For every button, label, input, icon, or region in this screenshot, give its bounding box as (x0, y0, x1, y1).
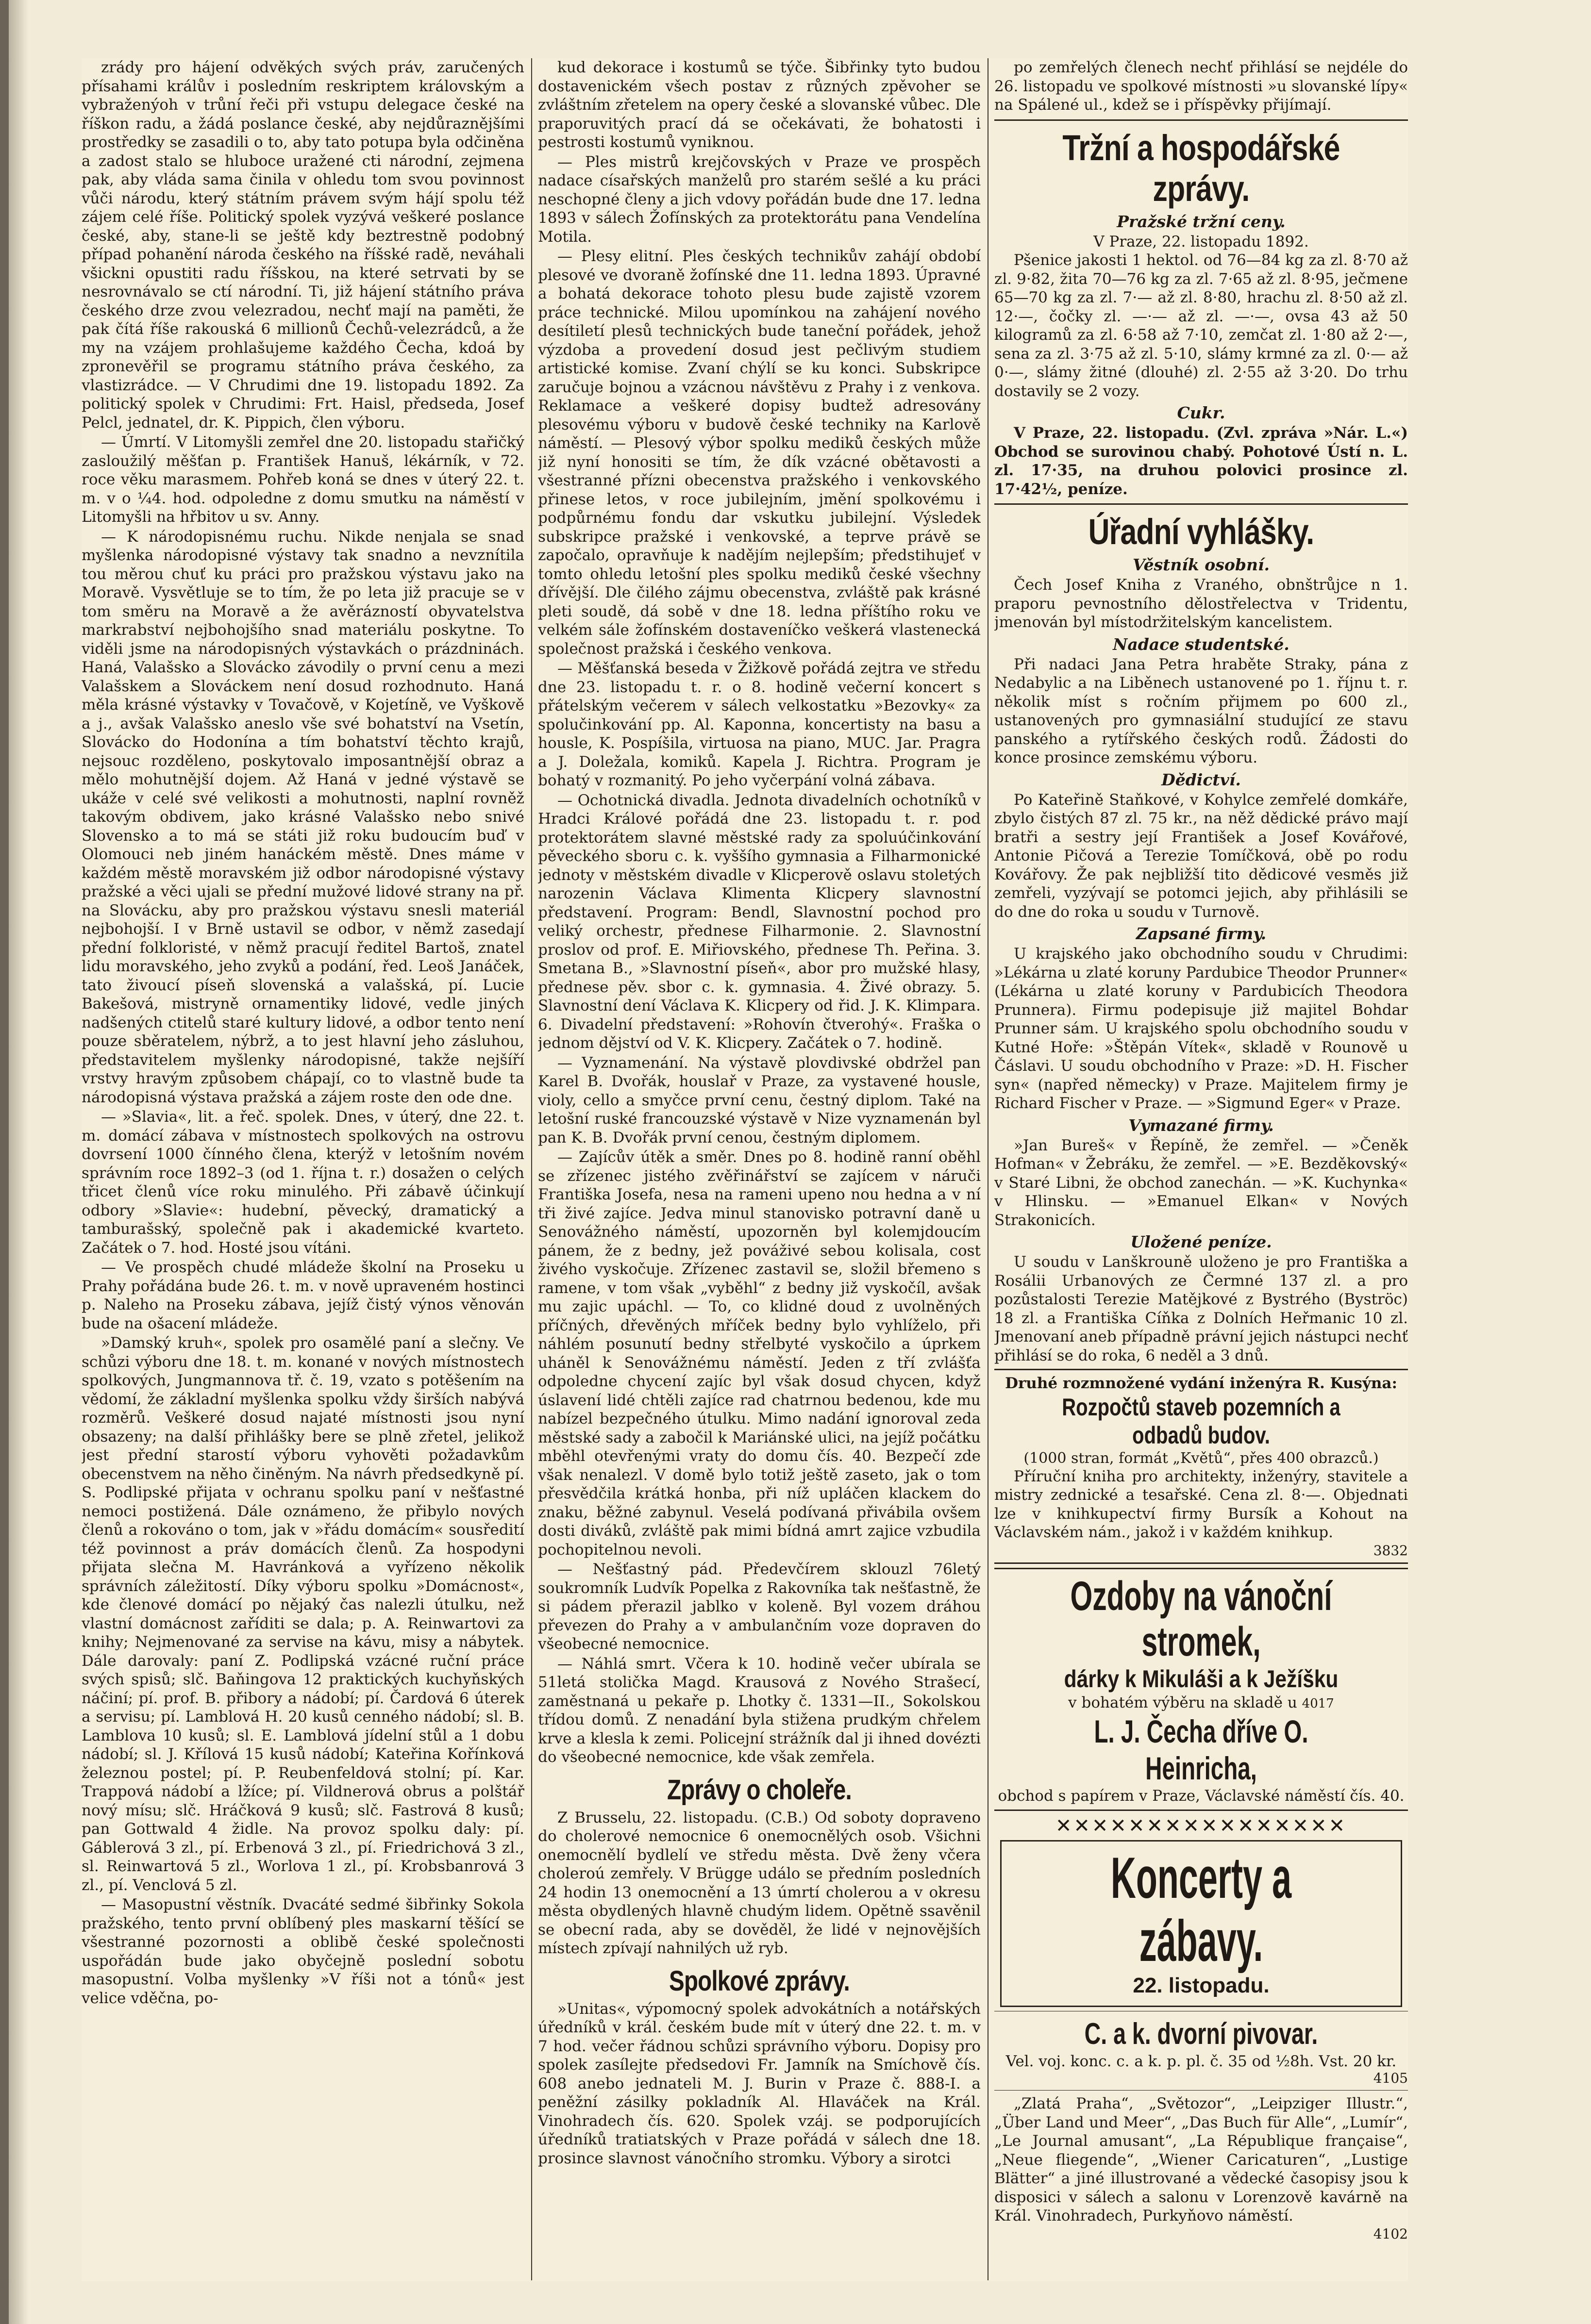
article-mestanska-beseda: — Měšťanská beseda v Žižkově pořádá zejtra ve středu dne 23. listopadu t. r. o 8. hodině večerní koncert s přátelským večerem v sálech velkostatku »Bezovky« za spolučinkování pp. Al. Kaponna, koncertisty na basu a housle, K. Pospíšila, virtuosa na piano, MUC. Jar. Pragra a J. Doležala, komiků. Kapela J. Richtra. Program je bohatý v rozmanitý. Po jeho vyčerpání volná zábava. (538, 660, 981, 789)
article-cholera: Z Brusselu, 22. listopadu. (C.B.) Od soboty dopraveno do cholerové nemocnice 6 onemocnělých osob. Všichni onemocnělí bydlelí ve středu města. Dvě ženy včera choleroú zemřely. V Brügge událo se předním posledních 24 hodin 13 onemocnění a 13 úmrtí cholerou a v okresu města obydlených hlavně chudým lidem. Opětně ssavěnil se obecní rada, aby se dověděl, že lidé v nejnovějších místech zpívají nahnilých už ryb. (538, 1809, 981, 1957)
advert-date: 22. listopadu. (1133, 1973, 1270, 1997)
article-nadace: Při nadaci Jana Petra hraběte Straky, pána z Nedabylic a na Liběnech ustanovené po 1. říjnu t. r. několik míst s ročním přijmem po 600 zl., ustanovených pro gymnasiální studující ze stavu panského a rytířského českých rodů. Žádosti do konce prosince zemskému výboru. (994, 655, 1408, 766)
section-title-trzni: Tržní a hospodářské zprávy. (1062, 127, 1340, 209)
article-plesy-elitni: — Plesy elitní. Ples českých technikův zahájí období plesové ve dvoraně žofínské dne 11. ledna 1893. Úpravné a bohatá dekorace tohoto plesu bude zajistě vzorem práce technické. Milou upomínkou na zahájení nového desítiletí plesů technických bude taneční pořádek, jehož výzdoba a provedení dosud jest pečlivým studiem artistické komise. Zvaní chýlí se ku konci. Subskripce zaručuje bojnou a vzácnou návštěvu z Prahy i z venkova. Reklamace a veškeré dopisy budtež adresovány plesovému výboru v budově české techniky na Karlově náměstí. — Plesový výbor spolku mediků českých může již nyní honositi se tím, že dík vzácné obětavosti a všestranné přízni obecenstva pražského i venkovského přinese letos, v roce jubilejním, jmění spolkovému i podpůrnému fondu dar vskutku jubilejní. Výsledek subskripce pražské i venkovské, a teprve právě se započalo, opravňuje k nadějím nejlepším; předstihujeť v tomto ohledu letošní ples spolku mediků české všechny dřívější. Dle čilého zájmu obecenstva, zvláště pak krásné pleti soudě, dá sobě v dne 18. ledna příštího roku ve velkém sále žofínském dostaveníčko veškerá vlastenecká společnost pražská i českého venkova. (538, 248, 981, 658)
advert-line (994, 1693, 1408, 1713)
column-2 (538, 58, 981, 2279)
article-umrti: — Úmrtí. V Litomyšli zemřel dne 20. listopadu stařičký zasloužilý měšťan p. František Hanuš, lékárník, v 72. roce věku marasmem. Pohřeb koná se dnes v úterý 22. t. m. v o ¼4. hod. odpoledne z domu smutku na náměstí v Litomyšli na hřbitov u sv. Anny. (82, 433, 524, 526)
page-edge (0, 0, 9, 2324)
advert-note: (1000 stran, formát „Květů“, přes 400 obrazců.) (1023, 1449, 1379, 1467)
article-zajicuv-utek: — Zajícův útěk a směr. Dnes po 8. hodině ranní oběhl se zřízenec jistého zvěřinářství se zajícem v náruči Františka Josefa, nesa na rameni upeno nou hedna a v ní tři živé zajíce. Jedva minul stanovisko potravní daně u Senovážného náměstí, upozorněn byl kolemjdoucím pánem, že z bedny, jež pováživé sebou kolisala, cost živého vyskočuje. Zřízenec zastavil se, složil břemeno s ramene, v tom však „vyběhl“ z bedny již vyskočíl, avšak mu zajic upáchl. — To, co klidné doud z uvolněných příčných, dřevěných mříček bedny bylo vyhlíželo, při náhlém posunutí bedny střelbyté vyskočilo a úprkem uháněl k Senovážnému náměstí. Jeden z tří zvlášťa odpoledne chycení zajíc byl však dosud chycen, když úslavení lidé chtěli zajíce rad chatrnou bedenou, kde mu nabízel bezpečného útulku. Mimo nadání ignoroval zeda městské sady a zabočil k Mariánské ulici, na jejíž počátku mběhl otevřenými vraty do domu čís. 40. Bezpečí zde však nenalezl. V domě bylo totiž ještě zaseto, jak o tom přesvědčila krátká honba, při níž upláčen klackem do znaku, běžné zabynul. Veselá podívaná přivábila ovšem dosti diváků, zvláště pak mimi bídná amrt zajice vzbudila pochopitelnou nevoli. (538, 1148, 981, 1559)
dateline: V Praze, 22. listopadu 1892. (1093, 232, 1309, 250)
advert-intro: Druhé rozmnožené vydání inženýra R. Kusýna: (1005, 1375, 1397, 1392)
advert-number: 4017 (1302, 1696, 1334, 1711)
article-narodopisny-ruch: — K národopisnému ruchu. Nikde nenjala se snad myšlenka národopisné výstavy tak snadno a nevznítila tou měrou chuť ku práci pro pražskou výstavu jako na Moravě. Vysvětluje se to tím, že po leta již pracuje se v tom směru na Moravě a že avěrázností obyvatelstva markrabství nejbohojšího snad materiálu poskytne. To viděli jsme na národopisných výstavkách o prázdninách. Haná, Valašsko a Slovácko závodily o první cenu a mezi Valašskem a Slováckem není dosud rozhodnuto. Haná měla krásné výstavky v Tovačově, v Kojetíně, ve Vyškově a j., avšak Valašsko aneslo vše své bohatství na Vsetín, Slovácko do Hodonína a tím bohatství těchto krajů, nejsouc rozděleno, poskytovalo imposantnější obraz a mělo mohutnější dojem. Až Haná v jedné výstavě se ukáže v celé své velikosti a mohutnosti, naplní rovněž takovým obdivem, jako krásné Valašsko nebo snivé Slovensko a to má se státi již roku budoucím buď v Olomouci neb jiném hanáckém městě. Dnes máme v každém městě moravském již odbor národopisné výstavy pražské a věci ujali se přední mužové lidové strany na př. na Slovácku, aby pro pražskou výstavu snesli materiál nejbohojší. I v Brně ustavil se odbor, v němž zasedají přední folkloristé, v němž pracují ředitel Bartoš, znatel lidu moravského, jeho zvyků a podání, řed. Leoš Janáček, tato živoucí píseň slovenská a valašská, pí. Lucie Bakešová, mistryně ornamentiky lidové, vedle jiných nadšených ctitelů staré kultury lidové, a odbor tento není pouze sběratelem, nýbrž, a to jest hlavní jeho zásluhou, představitelem myšlenky národopisné, takže nejšíří vrstvy hravým způsobem chápají, co to vlastně bude ta národopisná výstava pražská a zájem roste den ode dne. (82, 528, 524, 1106)
subtitle-vymazane-firmy: Vymazané firmy. (1128, 1115, 1274, 1135)
subtitle-zapsane-firmy: Zapsané firmy. (1136, 924, 1267, 943)
section-title-uredni: Úřadní vyhlášky. (1088, 512, 1314, 552)
advert-pivovar: C. a k. dvorní pivovar. (1084, 2017, 1318, 2051)
article-vymazane-firmy: »Jan Bureš« v Řepíně, že zemřel. — »Čeněk Hofman« v Žebráku, že zemřel. — »E. Bezděkovský« v Staré Libni, že obchod zanechán. — »K. Kuchynka« v Hlinsku. — »Emanuel Elkan« v Nových Strakonicích. (994, 1136, 1408, 1229)
section-title-spolkove: Spolkové zprávy. (669, 1965, 850, 1997)
article-politicky-spolek: zrády pro hájení odvěkých svých práv, zaručených přísahami králův i posledním reskriptem královským a vybraženýoh v trůní řeči při vstupu delegace české na říškon radu, a žádá poslance české, aby nejdůraznějšími prostředky se zasadili o to, aby tato potupa byla odčiněna a zadost stalo se hluboce uražené cti národní, zejmena pak, aby vláda sama činila v ohledu tom svou povinnost vůči národu, který státním právem svým hájí spolu též zájem celé říše. Politický spolek vyzývá veškeré poslance české, aby, stane-li se ještě kdy beztrestně podobný případ pohanění národa českého na říšské radě, neváhali všickni opustiti radu říšskou, na které setrvati by se nesrovnávalo se ctí národní. Ti, již hájení státního práva českého drze zvou velezradou, nechť mají na paměti, že pak čítá říše rakouská 6 millionů Čechů-velezrádců, a že my na vzájem prohlašujeme každého Čecha, kdoá by zpronevěřil se programu státního práva českého, za vlastizrádce. — V Chrudimi dne 19. listopadu 1892. Za politický spolek v Chrudimi: Frt. Haisl, předseda, Josef Pelcl, jednatel, dr. K. Pippich, člen výboru. (82, 59, 524, 432)
article-sibrinky: kud dekorace i kostumů se týče. Šibřinky tyto budou dostavenickém všech postav z různých zpěvoher se zvláštním zřetelem na opery české a slovanské vůbec. Dle praporuvitých prací dá se očekávati, že bohatosti i pestrosti kostumů vyniknou. (538, 59, 981, 151)
subtitle-cukr: Cukr. (1177, 403, 1225, 422)
article-nahla-smrt: — Náhlá smrt. Včera k 10. hodině večer ubírala se 51letá stolička Magd. Krausová z Nového Strašecí, zaměstnaná u pekaře p. Lhotky č. 1331—II., Sokolskou třídou domů. Z nenadání byla stižena prudkým chřelem krve a klesla k zemi. Policejní strážník dal ji ihned dovézti do všeobecné nemocnice, kde však zemřela. (538, 1655, 981, 1766)
advert-rozpocty (994, 1369, 1408, 1564)
newspaper-page (82, 58, 1408, 2281)
subtitle-vestnik: Věstník osobní. (1133, 555, 1270, 574)
article-trzni-ceny: Pšenice jakosti 1 hektol. od 76—84 kg za zl. 8·70 až zl. 9·82, žita 70—76 kg za zl. 7·65 až zl. 8·95, ječmene 65—70 kg za zl. 7·— až zl. 8·80, hrachu zl. 8·50 až zl. 12·—, čočky zl. —·— až zl. —·—, ovsa 43 až 50 kilogramů za zl. 6·58 až 7·10, zemčat zl. 1·80 až 2·—, sena za zl. 3·75 až zl. 5·10, slámy krmné za zl. 0·— až 0·—, slámy žitné (dlouhé) zl. 2·55 až 3·20. Do trhu dostavily se 2 vozy. (994, 251, 1408, 400)
advert-line-text: v bohatém výběru na skladě u (1068, 1693, 1297, 1711)
article-continuation: po zemřelých členech nechť přihlásí se nejdéle do 26. listopadu ve spolkové místnosti »u slovanské lípy« na Spálené ul., kdež se i příspěvky přijímají. (994, 59, 1408, 114)
divider (994, 2090, 1408, 2091)
article-cukr: V Praze, 22. listopadu. (Zvl. zpráva »Nár. L.«) Obchod se surovinou chabý. Pohotové Ústí n. L. zl. 17·35, na druhou polovici prosince zl. 17·42½, peníze. (994, 424, 1408, 498)
article-damsky-kruh: »Damský kruh«, spolek pro osamělé paní a slečny. Ve schůzi výboru dne 18. t. m. konané v nových místnostech spolkových, Jungmannova tř. č. 19, vzato s potěšením na vědomí, že základní myšlenka spolku vždy širších nabývá rozměrů. Veškeré dosud najaté místnosti jsou nyní obsazeny; na další přihlášky bere se plně zřetel, jelikož jest přední starostí výboru vyhověti požadavkům obecenstvem na něho činěným. Na návrh předsedkyně pí. S. Podlipské přijata v ochranu spolku paní v nešťastné nemoci postižená. Dále oznámeno, že přibylo nových členů a rokováno o tom, jak v »řádu domácím« sousředití též povinnost a práv domácích členů. Za hospodyni přijata slečna M. Havránková a vyřízeno několik správních záležitostí. Díky výboru spolku »Domácnost«, kde členové domácí po nějaký čas nalezli útulku, než vlastní domácnost zaříditi se dala; p. A. Reinwartovi za knihy; Nejmenované za servise na kávu, misy a nábytek. Dále darovaly: paní Z. Podlipská vzácné ruční práce svých spisů; slč. Baňingova 12 praktických kuchyňských náčiní; pí. prof. B. přibory a nádobí; pí. Čardová 6 úterek a servisu; pí. Lamblová H. 20 kusů cenného nádobí; sl. B. Lamblova 10 kusů; sl. E. Lamblová jídelní stůl a 1 dobu nádobí; sl. J. Křílová 15 kusů nádobí; Kateřina Kořínková železnou postel; pí. P. Reubenfeldová stolní; pí. Kar. Trappová nádobí a lžíce; pí. Vildnerová obrus a polštář nový mísu; slč. Hráčková 9 kusů; slč. Fastrová 8 kusů; pan Gottwald 4 židle. Na provoz spolku daly: pí. Gáblerová 3 zl., pí. Erbenová 3 zl., pí. Friedrichová 3 zl., sl. Reinwartová 5 zl., Worlova 1 zl., pí. Krobsbanrová 3 zl., pí. Venclová 5 zl. (82, 1334, 524, 1894)
advert-number: 4102 (1373, 2225, 1408, 2242)
advert-heading: Ozdoby na vánoční stromek, (1070, 1573, 1332, 1664)
article-vyznamenani: — Vyznamenání. Na výstavě plovdivské obdržel pan Karel B. Dvořák, houslař v Praze, za vystavené housle, violy, cello a smyčce první cenu, čestný diplom. Také na letošní ruské francouzské výstavě v Nize vyznamenán byl pan K. B. Dvořák první cenou, čestným diplomem. (538, 1054, 981, 1146)
article-nestastny-pad: — Nešťastný pád. Předevčírem sklouzl 76letý soukromník Ludvík Popelka z Rakovníka tak nešťastně, že si pádem přerazil jablko v koleně. Byl vozem dráhou převezen do Prahy a v ambulančním voze dopraven do všeobecné nemocnice. (538, 1560, 981, 1653)
article-vestnik: Čech Josef Kniha z Vraného, obnštrůjce n 1. praporu pevnostního dělostřelectva v Tridentu, jmenován byl místodržitelským kancelistem. (994, 576, 1408, 631)
column-1 (82, 58, 524, 2279)
section-title-cholera: Zprávy o choleře. (667, 1774, 852, 1806)
divider (994, 503, 1408, 505)
article-unitas: »Unitas«, výpomocný spolek advokátních a notářských úředníků v král. českém bude mít v úterý dne 22. t. m. v 7 hod. večer řádnou schůzi správního výboru. Dopisy pro spolek zasílejte předsedovi Fr. Jamník na Smíchově čís. 608 anebo jednateli M. J. Burin v Praze č. 888-I. a peněžní zásilky pokladník Al. Hlaváček na Král. Vinohradech čís. 620. Spolek vzáj. se podporujících úředníků tratiatských v Praze pořádá v sálech dne 18. prosince slavnost vánočního stromku. Výbory a sirotci (538, 2000, 981, 2167)
subtitle-ulozene-penize: Uložené peníze. (1130, 1232, 1272, 1251)
subtitle-trzni-ceny: Pražské tržní ceny. (1117, 212, 1286, 231)
advert-firm: L. J. Čecha dříve O. Heinricha, (1094, 1713, 1308, 1786)
article-zapsane-firmy: U krajského jako obchodního soudu v Chrudimi: »Lékárna u zlaté koruny Pardubice Theodor Prunner« (Lékárna u zlaté koruny v Pardubicích Theodora Prunnera). Firmu podepisuje již majitel Bohdar Prunner sám. U krajského spolu obchodního soudu v Kutné Hoře: »Štěpán Vítek«, skladě v Rounově u Čáslavi. U soudu obchodního v Praze: »D. H. Fischer syn« (napřed německy) v Praze. Majitelem firmy je Richard Fischer v Praze. — »Sigmund Eger« v Praze. (994, 945, 1408, 1112)
advert-subheading: dárky k Mikuláši a k Ježíšku (1064, 1665, 1339, 1693)
column-3 (994, 58, 1408, 2279)
article-masopustni-vestnik: — Masopustní věstník. Dvacáté sedmé šibřinky Sokola pražského, tento první oblíbený ples maskarní těšící se všestranné pozornosti a oblibě české společnosti uspořádán bude jako obyčejně poslední sobotu masopustní. Volba myšlenky »V říši not a tónů« jest velice vděčna, po- (82, 1896, 524, 2007)
divider (994, 119, 1408, 121)
article-slavia: — »Slavia«, lit. a řeč. spolek. Dnes, v úterý, dne 22. t. m. domácí zábava v místnostech spolkových na ostrovu dovrsení 1000 čínného člena, kterýž v letošním novém správním roce 1892–3 (od 1. října t. r.) dosažen o celých třicet členů více roku minulého. Při zábavě účinkují odbory »Slavie«: hudební, pěvecký, dramatický a tamburašský, společně pak i akademické kvarteto. Začátek o 7. hod. Hosté jsou vítáni. (82, 1108, 524, 1257)
column-divider (531, 58, 532, 2280)
advert-address: obchod s papírem v Praze, Václavské náměstí čís. 40. (998, 1787, 1405, 1805)
article-prosek: — Ve prospěch chudé mládeže školní na Proseku u Prahy pořádána bude 26. t. m. v nově upraveném hostinci p. Naleho na Proseku zábava, jejíž čistý výnos věnován bude na ošacení mládeže. (82, 1259, 524, 1332)
page-edge-shadow (9, 0, 28, 2324)
advert-ozdoby (994, 1568, 1408, 1811)
decorative-border: ✕✕✕✕✕✕✕✕✕✕✕✕✕✕✕✕ (1055, 1814, 1347, 1837)
advert-number: 3832 (1373, 1542, 1408, 1559)
article-ulozene-penize: U soudu v Lanškrouně uloženo je pro Františka a Rosálii Urbanových ze Čermné 137 zl. a pro pozůstalosti Terezie Matějkové z Bystrého (Byströc) 18 zl. a Františka Cíňka z Dolních Heřmanic 10 zl. Jmenovaní aneb případně právní jejich nástupci nechť přihlásí se do roka, 6 neděl a 3 dnů. (994, 1253, 1408, 1364)
advert-kavarna: „Zlatá Praha“, „Světozor“, „Leipziger Illustr.“, „Über Land und Meer“, „Das Buch für Alle“, „Lumír“, „Le Journal amusant“, „La République française“, „Neue fliegende“, „Wiener Caricaturen“, „Lustige Blätter“ a jiné illustrované a vědecké časopisy jsou k disposici v sálech a salonu v Lorenzově kavárně na Král. Vinohradech, Purkyňovo náměstí. (994, 2095, 1408, 2224)
advert-heading: Rozpočtů staveb pozemních a odbadů budov. (1062, 1393, 1340, 1449)
article-ples-krejcovsky: — Ples mistrů krejčovských v Praze ve prospěch nadace císařských manželů pro starém sešlé a ku práci neschopné členy a jich vdovy pořádán bude dne 17. ledna 1893 v sálech Žofínských za protektorátu pana Vendelína Motila. (538, 153, 981, 246)
advert-text: Příruční kniha pro architekty, inženýry, stavitele a mistry zednické a tesařské. Cena zl. 8·—. Objednati lze v knihkupectví firmy Bursík a Kohout na Václavském nám., jakož i v každém knihkup. (994, 1467, 1408, 1541)
subtitle-dedictvi: Dědictví. (1161, 770, 1241, 789)
advert-heading: Koncerty a zábavy. (1110, 1845, 1292, 1974)
advert-number: 4105 (1373, 2070, 1408, 2086)
article-dedictvi: Po Kateřině Staňkové, v Kohylce zemřelé domkáře, zbylo čistých 87 zl. 75 kr., na něž dědické právo mají bratři a sestry její František a Josef Kovářové, Antonie Pičová a Terezie Tomíčková, obě po rodu Kovářovy. Že pak nejbližší tito dědicové vesměs již zemřeli, vyzývají se potomci jejich, aby přihlásili se do dne do roka u soudu v Turnově. (994, 791, 1408, 921)
advert-koncerty (1000, 1840, 1402, 2007)
subtitle-nadace: Nadace studentské. (1113, 634, 1290, 654)
article-ochotnicka-divadla: — Ochotnická divadla. Jednota divadelních ochotníků v Hradci Králové pořádá dne 23. listopadu t. r. pod protektorátem slavné městské rady za spoluúčinkování pěveckého sboru c. k. vyššího gymnasia a Filharmonické jednoty v městském divadle v Klicperově oslavu stoletých narozenin Václava Klimenta Klicpery slavnostní představení. Program: Bendl, Slavnostní pochod pro veliký orchestr, přednese Filharmonie. 2. Slavnostní proslov od prof. E. Miřiovského, přednese Th. Peřina. 3. Smetana B., »Slavnostní píseň«, abor pro mužské hlasy, přednese pěv. sbor c. k. gymnasia. 4. Živé obrazy. 5. Slavnostní dení Václava K. Klicpery od řid. J. K. Klimpara. 6. Divadelní představení: »Rohovín čtverohý«. Fraška o jednom dějství od V. K. Klicpery. Začátek o 7. hodině. (538, 791, 981, 1052)
advert-line: Vel. voj. konc. c. a k. p. pl. č. 35 od ½8h. Vst. 20 kr. (1005, 2052, 1397, 2070)
